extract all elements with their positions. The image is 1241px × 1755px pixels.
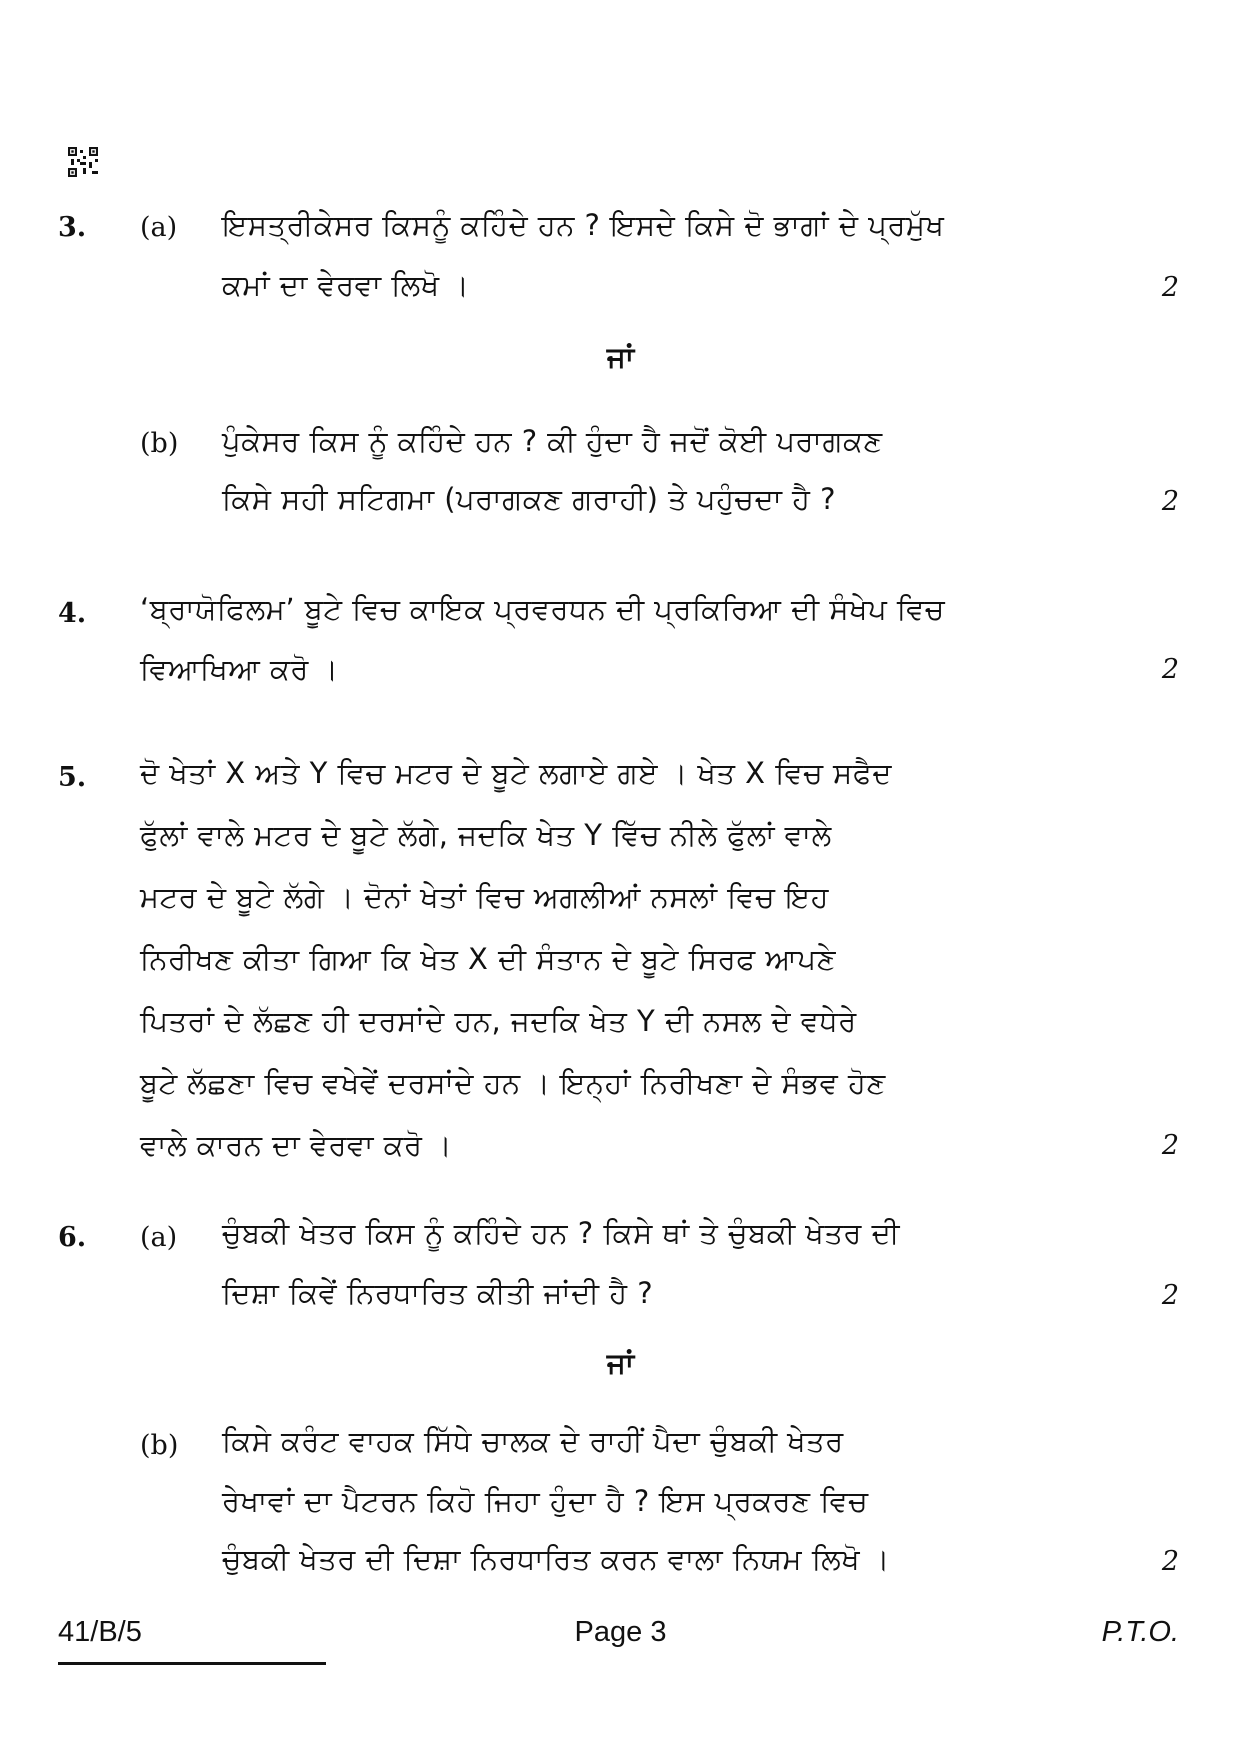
subquestion-label: (b) xyxy=(140,428,179,459)
or-separator: ਜਾਂ xyxy=(606,340,635,374)
question-text-line: ਬੂਟੇ ਲੱਛਣਾ ਵਿਚ ਵਖੇਵੇਂ ਦਰਸਾਂਦੇ ਹਨ । ਇਨ੍ਹਾਂ ਨਿਰੀਖਣਾ ਦੇ ਸੰਭਵ ਹੋਣ xyxy=(140,1066,886,1100)
question-text-line: ਫੁੱਲਾਂ ਵਾਲੇ ਮਟਰ ਦੇ ਬੂਟੇ ਲੱਗੇ, ਜਦਕਿ ਖੇਤ Y ਵਿੱਚ ਨੀਲੇ ਫੁੱਲਾਂ ਵਾਲੇ xyxy=(140,818,832,852)
question-text-line: ਇਸਤ੍ਰੀਕੇਸਰ ਕਿਸਨੂੰ ਕਹਿੰਦੇ ਹਨ ? ਇਸਦੇ ਕਿਸੇ ਦੋ ਭਾਗਾਂ ਦੇ ਪ੍ਰਮੁੱਖ xyxy=(222,208,945,242)
question-text-line: ‘ਬ੍ਰਾਯੋਫਿਲਮ’ ਬੂਟੇ ਵਿਚ ਕਾਇਕ ਪ੍ਰਵਰਧਨ ਦੀ ਪ੍ਰਕਿਰਿਆ ਦੀ ਸੰਖੇਪ ਵਿਚ xyxy=(140,592,945,626)
marks: 2 xyxy=(1161,272,1179,303)
question-text-line: ਵਾਲੇ ਕਾਰਨ ਦਾ ਵੇਰਵਾ ਕਰੋ । xyxy=(140,1128,453,1162)
subquestion-label: (b) xyxy=(140,1430,179,1461)
question-text-line: ਕਿਸੇ ਕਰੰਟ ਵਾਹਕ ਸਿੱਧੇ ਚਾਲਕ ਦੇ ਰਾਹੀਂ ਪੈਦਾ ਚੁੰਬਕੀ ਖੇਤਰ xyxy=(222,1424,844,1458)
question-text-line: ਕਮਾਂ ਦਾ ਵੇਰਵਾ ਲਿਖੋ । xyxy=(222,268,470,302)
question-text-line: ਵਿਆਖਿਆ ਕਰੋ । xyxy=(140,652,339,686)
or-separator: ਜਾਂ xyxy=(606,1346,635,1380)
subquestion-label: (a) xyxy=(140,1222,178,1253)
subquestion-label: (a) xyxy=(140,212,178,243)
question-text-line: ਪਿਤਰਾਂ ਦੇ ਲੱਛਣ ਹੀ ਦਰਸਾਂਦੇ ਹਨ, ਜਦਕਿ ਖੇਤ Y ਦੀ ਨਸਲ ਦੇ ਵਧੇਰੇ xyxy=(140,1004,857,1038)
question-number: 6. xyxy=(58,1222,87,1253)
question-text-line: ਚੁੰਬਕੀ ਖੇਤਰ ਕਿਸ ਨੂੰ ਕਹਿੰਦੇ ਹਨ ? ਕਿਸੇ ਥਾਂ ਤੇ ਚੁੰਬਕੀ ਖੇਤਰ ਦੀ xyxy=(222,1216,901,1250)
question-text-line: ਪੁੰਕੇਸਰ ਕਿਸ ਨੂੰ ਕਹਿੰਦੇ ਹਨ ? ਕੀ ਹੁੰਦਾ ਹੈ ਜਦੋਂ ਕੋਈ ਪਰਾਗਕਣ xyxy=(222,424,883,458)
marks: 2 xyxy=(1161,486,1179,517)
pto-label: P.T.O. xyxy=(1101,1616,1179,1648)
question-number: 5. xyxy=(58,762,87,793)
footer-underline xyxy=(58,1662,326,1665)
page-number: Page 3 xyxy=(574,1616,667,1648)
question-text-line: ਦੋ ਖੇਤਾਂ X ਅਤੇ Y ਵਿਚ ਮਟਰ ਦੇ ਬੂਟੇ ਲਗਾਏ ਗਏ । ਖੇਤ X ਵਿਚ ਸਫੈਦ xyxy=(140,756,892,790)
question-text-line: ਦਿਸ਼ਾ ਕਿਵੇਂ ਨਿਰਧਾਰਿਤ ਕੀਤੀ ਜਾਂਦੀ ਹੈ ? xyxy=(222,1276,654,1310)
question-number: 3. xyxy=(58,212,87,243)
question-text-line: ਕਿਸੇ ਸਹੀ ਸਟਿਗਮਾ (ਪਰਾਗਕਣ ਗਰਾਹੀ) ਤੇ ਪਹੁੰਚਦਾ ਹੈ ? xyxy=(222,482,837,516)
marks: 2 xyxy=(1161,654,1179,685)
marks: 2 xyxy=(1161,1546,1179,1577)
question-number: 4. xyxy=(58,598,87,629)
marks: 2 xyxy=(1161,1130,1179,1161)
question-text-line: ਚੁੰਬਕੀ ਖੇਤਰ ਦੀ ਦਿਸ਼ਾ ਨਿਰਧਾਰਿਤ ਕਰਨ ਵਾਲਾ ਨਿਯਮ ਲਿਖੋ । xyxy=(222,1542,890,1576)
question-text-line: ਮਟਰ ਦੇ ਬੂਟੇ ਲੱਗੇ । ਦੋਨਾਂ ਖੇਤਾਂ ਵਿਚ ਅਗਲੀਆਂ ਨਸਲਾਂ ਵਿਚ ਇਹ xyxy=(140,880,829,914)
question-text-line: ਨਿਰੀਖਣ ਕੀਤਾ ਗਿਆ ਕਿ ਖੇਤ X ਦੀ ਸੰਤਾਨ ਦੇ ਬੂਟੇ ਸਿਰਫ ਆਪਣੇ xyxy=(140,942,837,976)
question-text-line: ਰੇਖਾਵਾਂ ਦਾ ਪੈਟਰਨ ਕਿਹੋ ਜਿਹਾ ਹੁੰਦਾ ਹੈ ? ਇਸ ਪ੍ਰਕਰਣ ਵਿਚ xyxy=(222,1484,869,1518)
marks: 2 xyxy=(1161,1280,1179,1311)
qr-code-icon xyxy=(68,146,98,178)
paper-code: 41/B/5 xyxy=(58,1616,142,1648)
